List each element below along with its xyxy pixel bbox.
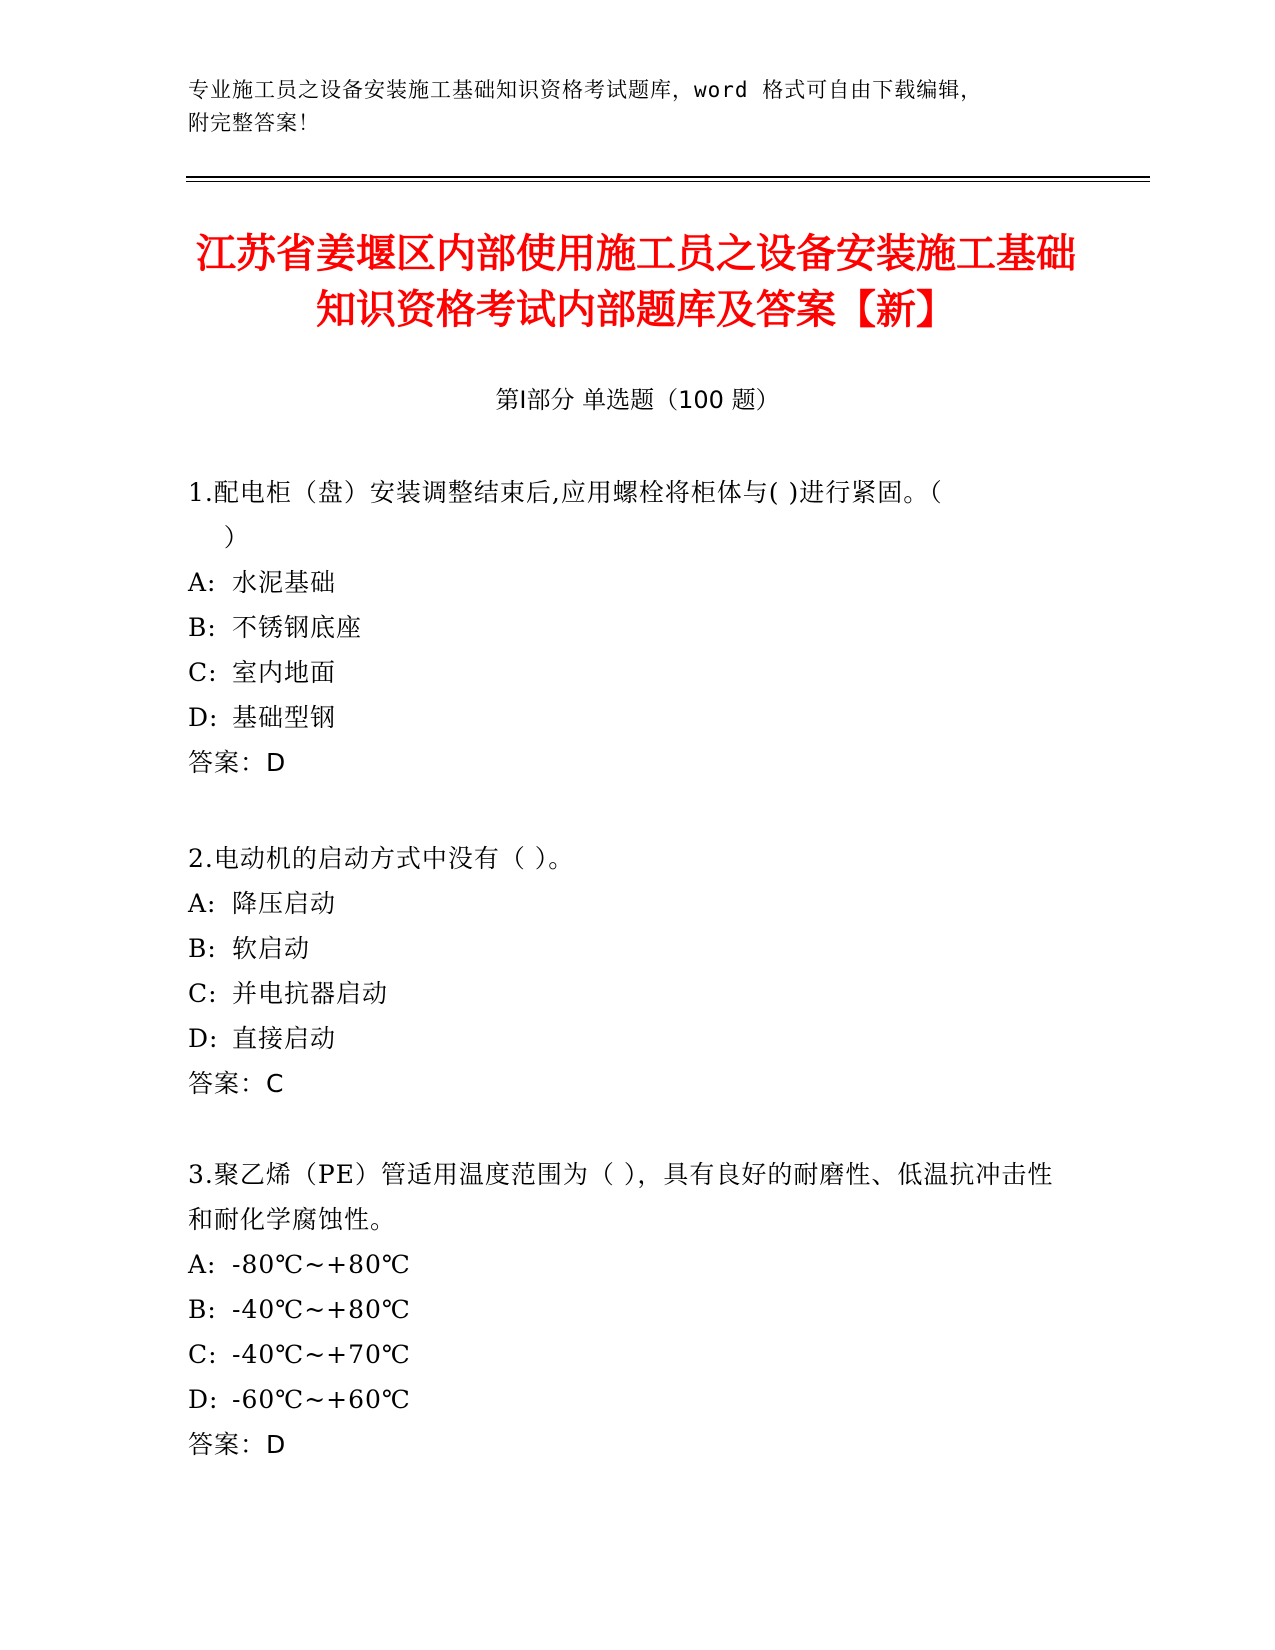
answer-line: 答案：C: [188, 1069, 285, 1098]
option-text: 不锈钢底座: [232, 613, 363, 642]
option-letter: B:: [188, 613, 217, 642]
question-2: [188, 836, 1068, 1106]
option-c: [188, 650, 1068, 695]
option-d: [188, 1016, 1068, 1061]
question-stem: 3.聚乙烯（PE）管适用温度范围为（ ），具有良好的耐磨性、低温抗冲击性和耐化学腐蚀性。: [188, 1160, 1054, 1234]
option-c: [188, 971, 1068, 1016]
question-stem: 1.配电柜（盘）安装调整结束后,应用螺栓将柜体与( )进行紧固。（ ）: [188, 478, 943, 552]
option-b: [188, 605, 1068, 650]
question-3: [188, 1152, 1068, 1467]
option-d: [188, 695, 1068, 740]
option-text: -60℃~+60℃: [232, 1385, 411, 1414]
option-letter: D:: [188, 1385, 219, 1414]
question-stem: 2.电动机的启动方式中没有（ ）。: [188, 844, 575, 873]
option-text: 降压启动: [232, 889, 337, 918]
section-title: 第Ⅰ部分 单选题（100 题）: [495, 386, 780, 414]
option-letter: A:: [188, 568, 217, 597]
option-a: [188, 881, 1068, 926]
option-text: -80℃~+80℃: [232, 1250, 411, 1279]
option-c: [188, 1332, 1068, 1377]
option-text: 直接启动: [232, 1024, 337, 1053]
option-text: 水泥基础: [232, 568, 337, 597]
option-d: [188, 1377, 1068, 1422]
option-letter: D:: [188, 703, 219, 732]
option-letter: C:: [188, 658, 218, 687]
option-a: [188, 560, 1068, 605]
option-text: -40℃~+70℃: [232, 1340, 411, 1369]
answer-line: 答案：D: [188, 1430, 287, 1459]
option-a: [188, 1242, 1068, 1287]
header-note: 专业施工员之设备安装施工基础知识资格考试题库，word 格式可自由下载编辑， 附完整答案！: [188, 78, 983, 135]
option-text: 并电抗器启动: [232, 979, 389, 1008]
option-text: 软启动: [232, 934, 311, 963]
question-1: [188, 470, 1068, 785]
option-text: 室内地面: [232, 658, 337, 687]
document-title: 江苏省姜堰区内部使用施工员之设备安装施工基础知识资格考试内部题库及答案【新】: [196, 231, 1076, 333]
answer-line: 答案：D: [188, 748, 287, 777]
option-letter: B:: [188, 934, 217, 963]
option-letter: A:: [188, 889, 217, 918]
option-text: 基础型钢: [232, 703, 337, 732]
option-letter: B:: [188, 1295, 217, 1324]
option-letter: C:: [188, 1340, 218, 1369]
option-letter: D:: [188, 1024, 219, 1053]
option-b: [188, 926, 1068, 971]
option-b: [188, 1287, 1068, 1332]
header-divider-thick: [186, 176, 1150, 178]
option-letter: A:: [188, 1250, 217, 1279]
header-divider-thin: [186, 181, 1150, 182]
option-letter: C:: [188, 979, 218, 1008]
option-text: -40℃~+80℃: [232, 1295, 411, 1324]
